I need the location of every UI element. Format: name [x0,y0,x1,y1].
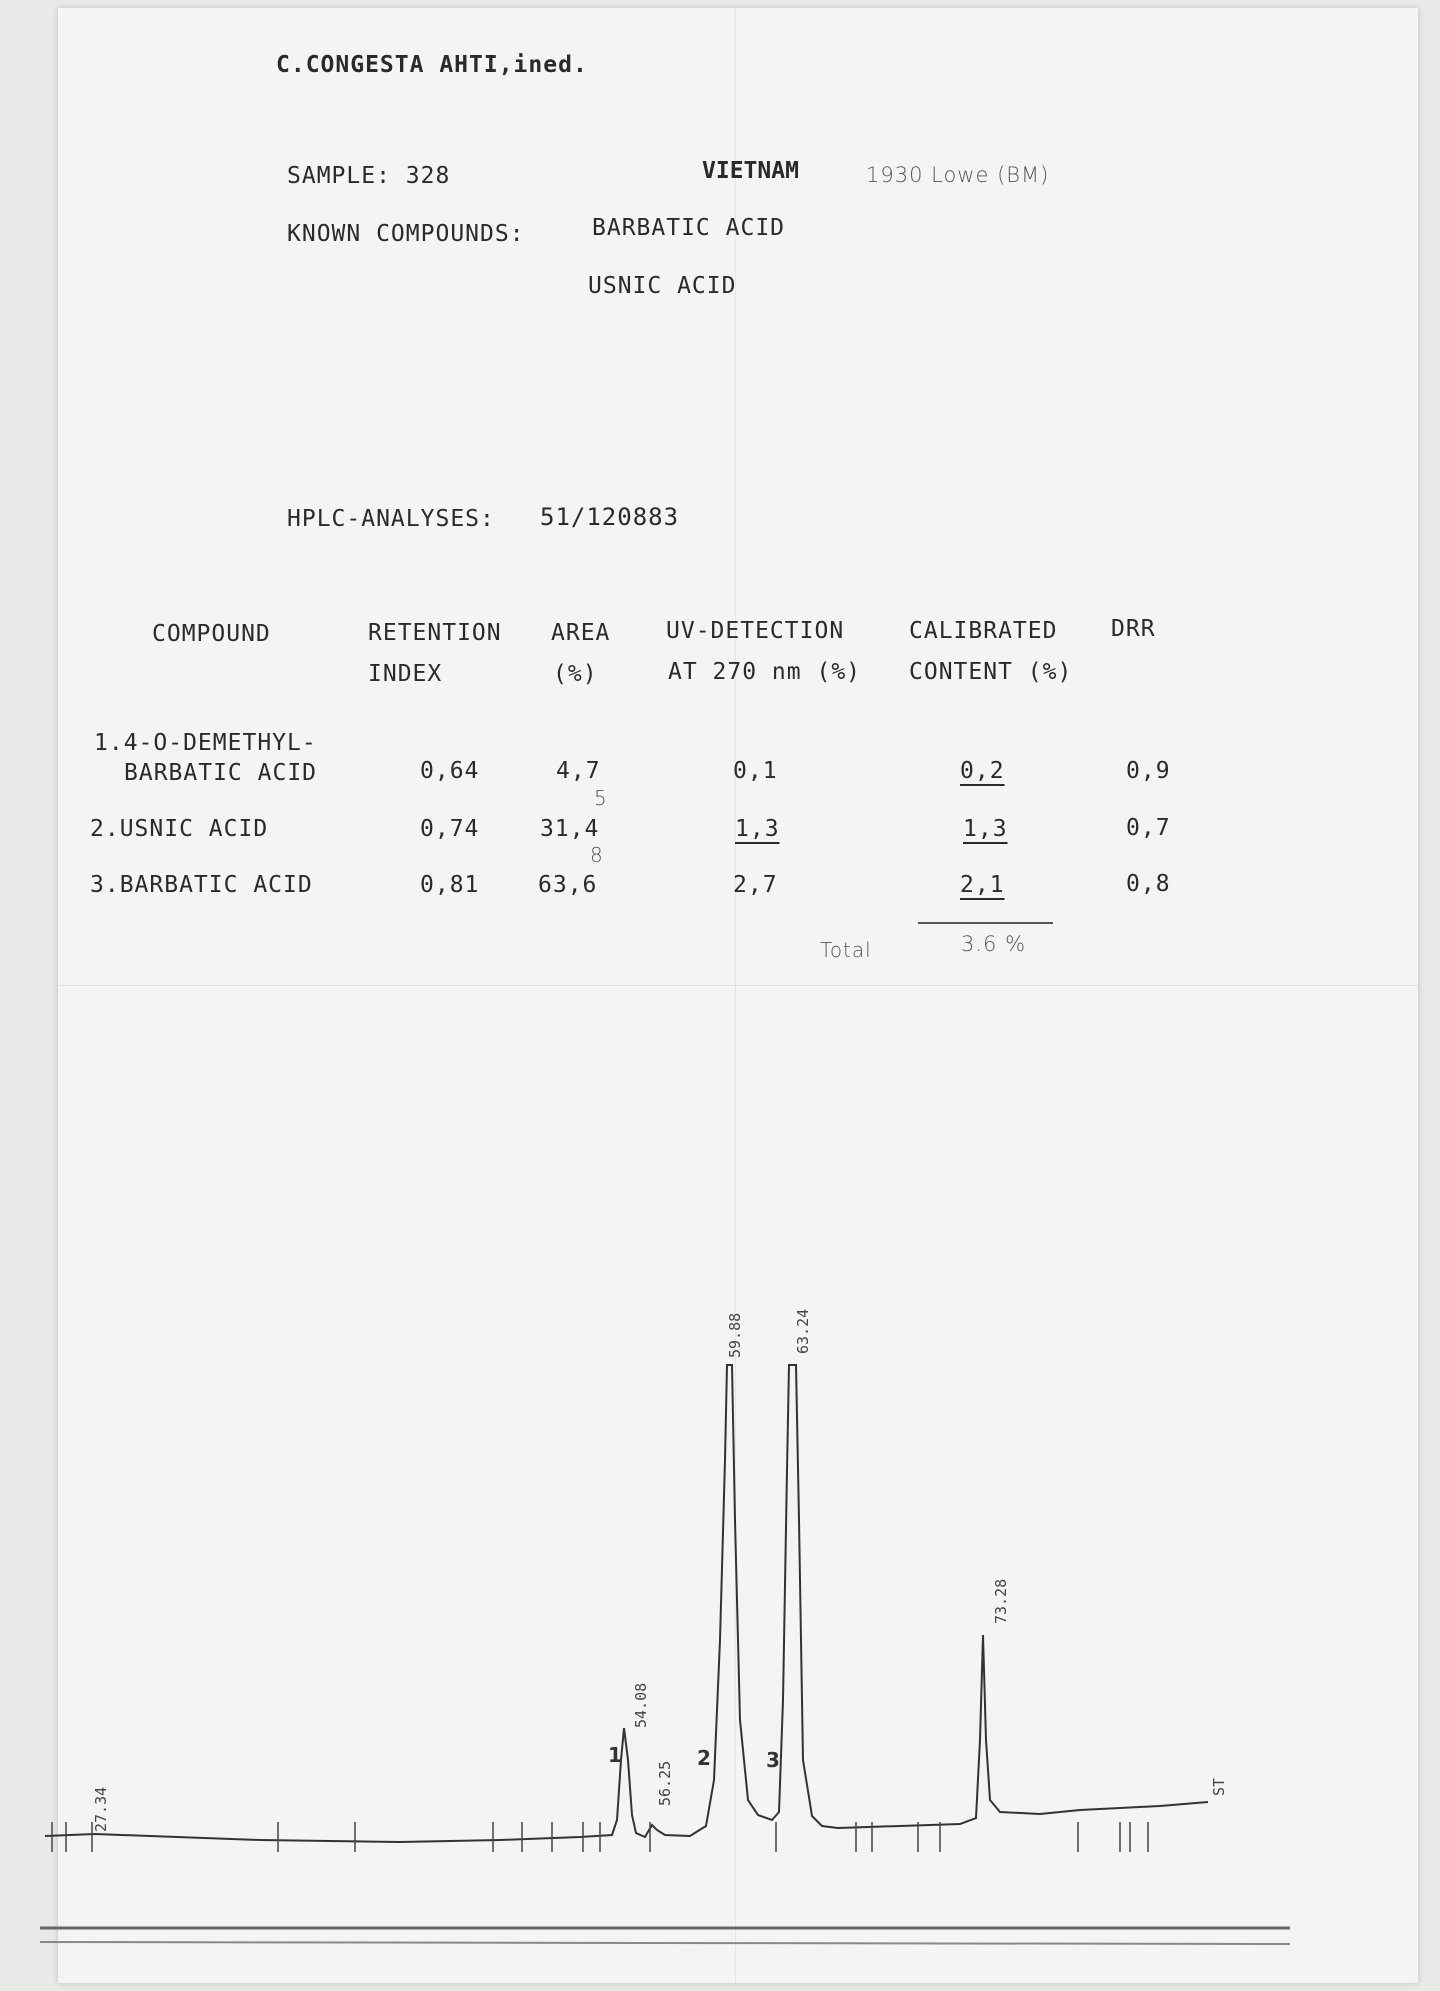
row1-calibrated: 0,2 [960,758,1005,784]
chromatogram-tick-marks [52,1822,1148,1852]
header-area: AREA [551,620,611,646]
row3-area-correction: 8 [590,843,604,867]
row2-calibrated: 1,3 [963,816,1008,842]
header-area-unit: (%) [553,661,598,687]
chromatogram-trace [45,1365,1208,1842]
known-compound-2: USNIC ACID [588,273,737,299]
header-retention: RETENTION [368,620,502,646]
row1-retention: 0,64 [420,758,480,784]
row1-compound-line1: 1.4-O-DEMETHYL- [94,730,317,756]
total-value: 3.6 % [961,932,1027,956]
hplc-number: 51/120883 [540,503,680,531]
chromatogram-bottom-rule-2 [40,1942,1290,1944]
row3-retention: 0,81 [420,872,480,898]
header-content: CONTENT (%) [909,659,1073,685]
sample-label: SAMPLE: 328 [287,163,451,189]
peak-label-56-25: 56.25 [656,1760,674,1806]
peak-label-59-88: 59.88 [726,1312,744,1358]
row1-area: 4,7 [556,758,601,784]
row1-compound-line2: BARBATIC ACID [124,760,318,786]
row3-compound: 3.BARBATIC ACID [90,872,313,898]
header-compound: COMPOUND [152,621,271,647]
peak-number-2: 2 [697,1746,711,1770]
row3-area: 63,6 [538,872,598,898]
row2-uv: 1,3 [735,816,780,842]
hplc-label: HPLC-ANALYSES: [287,506,495,532]
header-drr: DRR [1111,616,1156,642]
row1-uv: 0,1 [733,758,778,784]
row2-area-correction: 5 [594,786,608,810]
known-compounds-label: KNOWN COMPOUNDS: [287,221,525,247]
row3-drr: 0,8 [1126,871,1171,897]
peak-number-3: 3 [766,1748,780,1772]
row2-area: 31,4 [540,816,600,842]
peak-number-1: 1 [608,1743,622,1767]
row3-calibrated: 2,1 [960,872,1005,898]
peak-label-54-08: 54.08 [632,1682,650,1728]
header-uv-wavelength: AT 270 nm (%) [668,659,862,685]
peak-label-73-28: 73.28 [992,1578,1010,1624]
handwritten-collector-note: 1930 Lowe (BM) [866,163,1050,187]
peak-label-63-24: 63.24 [794,1308,812,1354]
total-label: Total [820,938,872,962]
location: VIETNAM [702,158,799,184]
row2-compound: 2.USNIC ACID [90,816,269,842]
chromatogram-end-mark: ST [1210,1777,1228,1796]
header-index: INDEX [368,661,443,687]
known-compound-1: BARBATIC ACID [592,215,786,241]
row1-drr: 0,9 [1126,758,1171,784]
document-title: C.CONGESTA AHTI,ined. [276,52,588,78]
header-uv-detection: UV-DETECTION [666,618,845,644]
row2-retention: 0,74 [420,816,480,842]
row2-drr: 0,7 [1126,815,1171,841]
row3-uv: 2,7 [733,872,778,898]
peak-label-27-34: 27.34 [92,1786,110,1832]
header-calibrated: CALIBRATED [909,618,1058,644]
